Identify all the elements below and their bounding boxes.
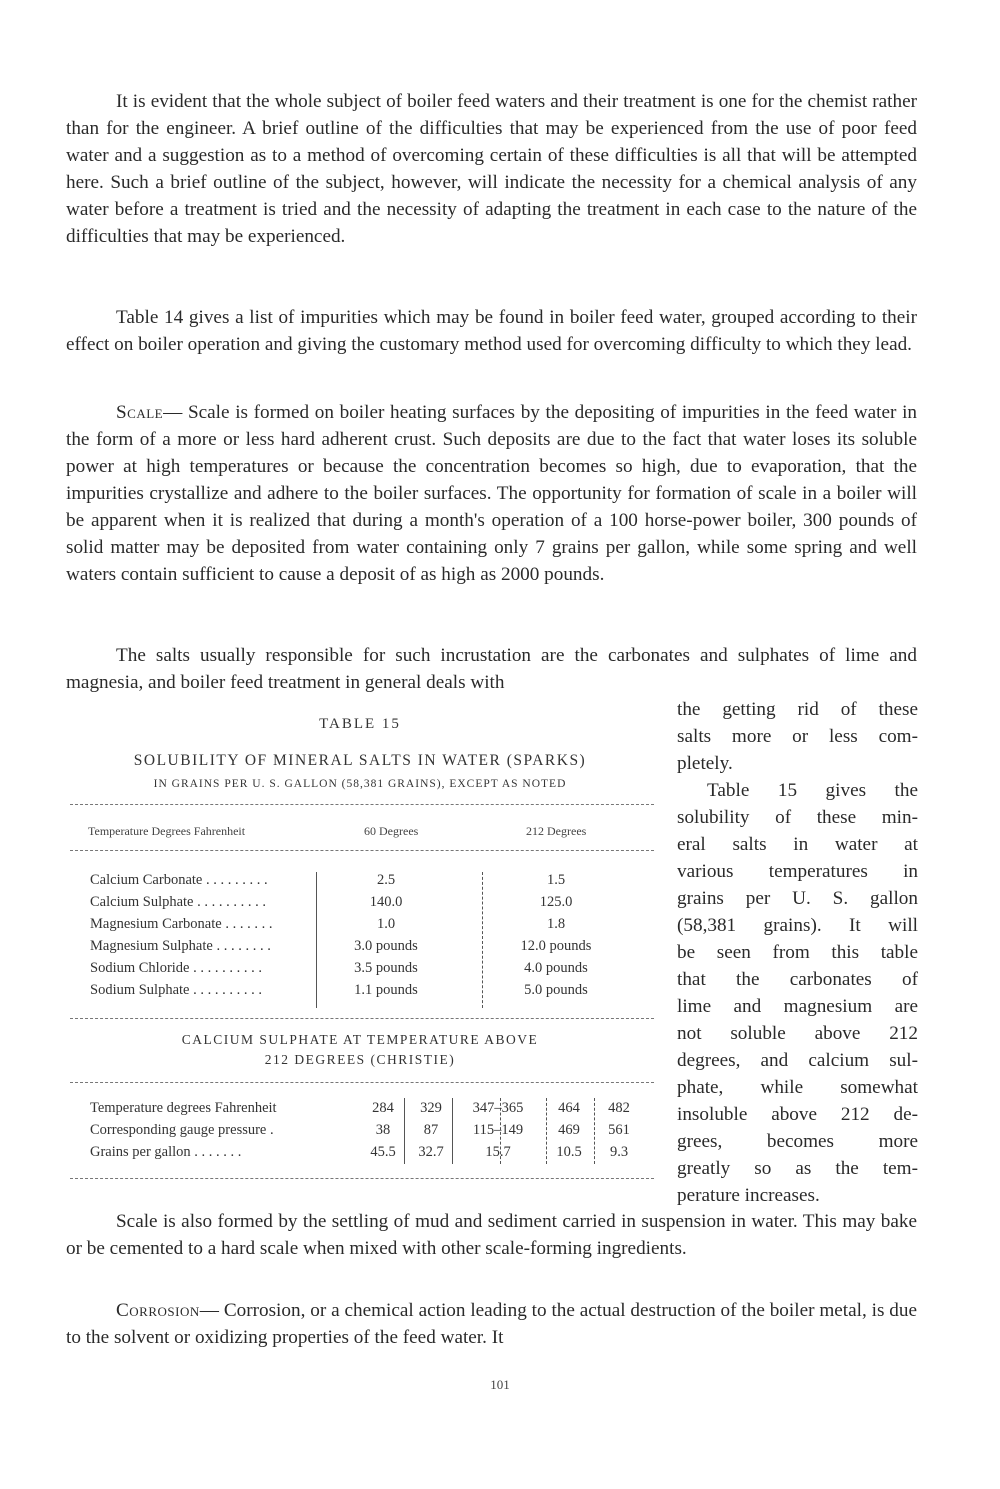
calcium-sulphate-row xyxy=(66,1144,654,1166)
row-name: Temperature degrees Fahrenheit xyxy=(90,1100,277,1116)
value-60: 3.5 pounds xyxy=(354,960,418,976)
cell: 329 xyxy=(420,1100,442,1116)
value-60: 140.0 xyxy=(369,894,403,910)
side-line: phate, while somewhat xyxy=(677,1077,918,1098)
table-rule xyxy=(70,804,654,805)
value-60: 1.1 pounds xyxy=(354,982,418,998)
table-row xyxy=(66,916,654,938)
cell: 561 xyxy=(608,1122,630,1138)
cell: 10.5 xyxy=(556,1144,582,1160)
cell: 38 xyxy=(375,1122,391,1138)
calcium-sulphate-row xyxy=(66,1122,654,1144)
side-line: grains per U. S. gallon xyxy=(677,888,918,909)
cell: 15.7 xyxy=(485,1144,511,1160)
value-212: 1.8 xyxy=(546,916,566,932)
row-name: Calcium Carbonate . . . . . . . . . xyxy=(90,872,268,888)
side-line: (58,381 grains). It will xyxy=(677,915,918,936)
paragraph-scale xyxy=(66,399,917,588)
header-212-degrees: 212 Degrees xyxy=(526,824,587,838)
cell: 469 xyxy=(558,1122,580,1138)
value-60: 1.0 xyxy=(376,916,396,932)
scale-heading: Scale xyxy=(116,402,164,423)
side-line: insoluble above 212 de- xyxy=(677,1104,918,1125)
side-line: solubility of these min- xyxy=(677,807,918,828)
side-line: salts more or less com- xyxy=(677,726,918,747)
side-line: Table 15 gives the xyxy=(707,780,918,801)
paragraph-table14-reference: Table 14 gives a list of impurities which may be found in boiler feed water, grouped according to their effect on boiler operation and giving the customary method used for overcoming difficulty to which they lead. xyxy=(66,307,917,355)
paragraph-salts: The salts usually responsible for such incrustation are the carbonates and sulphates of lime and magnesia, and boiler feed treatment in general deals with xyxy=(66,645,917,693)
row-name: Corresponding gauge pressure . xyxy=(90,1122,274,1138)
cell: 464 xyxy=(558,1100,580,1116)
scale-text: — Scale is formed on boiler heating surfaces by the depositing of impurities in the feed water in the form of a more or less hard adherent crust. Such deposits are due to the fact that water loses its soluble power at high temperatures or because the concentration becomes so high, due to evaporation, that the impurities crystallize and adhere to the boiler surfaces. The opportunity for formation of scale in a boiler will be apparent when it is realized that during a month's operation of a 100 horse-power boiler, 300 pounds of solid matter may be deposited from water containing only 7 grains per gallon, while some spring and well waters contain sufficient to cause a deposit of as high as 2000 pounds. xyxy=(66,402,917,585)
side-text-table15 xyxy=(677,777,918,1209)
side-line: various temperatures in xyxy=(677,861,918,882)
subtitle-line: 212 DEGREES (CHRISTIE) xyxy=(264,1052,456,1067)
row-name: Sodium Sulphate . . . . . . . . . . xyxy=(90,982,262,998)
value-212: 12.0 pounds xyxy=(520,938,592,954)
table-row xyxy=(66,960,654,982)
side-line: the getting rid of these xyxy=(677,699,918,720)
side-line: grees, becomes more xyxy=(677,1131,918,1152)
table-row xyxy=(66,982,654,1004)
side-line: pletely. xyxy=(677,753,733,774)
side-text-top xyxy=(677,696,918,777)
calcium-sulphate-subtitle xyxy=(66,1030,654,1070)
table-rule xyxy=(70,850,654,851)
paragraph-intro: It is evident that the whole subject of boiler feed waters and their treatment is one for the chemist rather than for the engineer. A brief outline of the difficulties that may be experienced from the use of poor feed water and a suggestion as to a method of overcoming certain of these difficulties is all that will be attempted here. Such a brief outline of the subject, however, will indicate the necessity for a chemical analysis of any water before a treatment is tried and the necessity of adapting the treatment in each case to the nature of the difficulties that may be experienced. xyxy=(66,91,917,247)
value-212: 125.0 xyxy=(539,894,573,910)
table-label: TABLE 15 xyxy=(319,716,401,732)
row-name: Grains per gallon . . . . . . . xyxy=(90,1144,242,1160)
cell: 87 xyxy=(423,1122,439,1138)
page-number: 101 xyxy=(490,1377,510,1392)
table-row xyxy=(66,894,654,916)
value-212: 5.0 pounds xyxy=(524,982,588,998)
side-line: not soluble above 212 xyxy=(677,1023,918,1044)
side-line: eral salts in water at xyxy=(677,834,918,855)
table-title: SOLUBILITY OF MINERAL SALTS IN WATER (SPARKS) xyxy=(133,752,587,769)
cell: 347–365 xyxy=(472,1100,524,1116)
value-212: 4.0 pounds xyxy=(524,960,588,976)
value-60: 3.0 pounds xyxy=(354,938,418,954)
value-212: 1.5 xyxy=(546,872,566,888)
row-name: Calcium Sulphate . . . . . . . . . . xyxy=(90,894,266,910)
calcium-sulphate-row xyxy=(66,1100,654,1122)
cell: 45.5 xyxy=(370,1144,396,1160)
table-rule xyxy=(70,1082,654,1083)
table-row xyxy=(66,872,654,894)
side-line: degrees, and calcium sul- xyxy=(677,1050,918,1071)
subtitle-line: CALCIUM SULPHATE AT TEMPERATURE ABOVE xyxy=(181,1032,539,1047)
row-name: Magnesium Sulphate . . . . . . . . xyxy=(90,938,271,954)
table-rule xyxy=(70,1178,654,1179)
paragraph-corrosion xyxy=(66,1297,917,1351)
table-row xyxy=(66,938,654,960)
corrosion-text: — Corrosion, or a chemical action leading to the actual destruction of the boiler metal, is due to the solvent or oxidizing properties of the feed water. It xyxy=(66,1300,917,1348)
cell: 284 xyxy=(372,1100,394,1116)
value-60: 2.5 xyxy=(376,872,396,888)
table-subtitle: IN GRAINS PER U. S. GALLON (58,381 GRAINS), EXCEPT AS NOTED xyxy=(153,778,567,790)
side-line: that the carbonates of xyxy=(677,969,918,990)
corrosion-heading: Corrosion xyxy=(116,1300,200,1321)
paragraph-mud-scale: Scale is also formed by the settling of mud and sediment carried in suspension in water. This may bake or be cemented to a hard scale when mixed with other scale-forming ingredients. xyxy=(66,1211,917,1259)
side-line: greatly so as the tem- xyxy=(677,1158,918,1179)
side-line: be seen from this table xyxy=(677,942,918,963)
table-rule xyxy=(70,1018,654,1019)
row-name: Sodium Chloride . . . . . . . . . . xyxy=(90,960,262,976)
cell: 9.3 xyxy=(609,1144,629,1160)
cell: 32.7 xyxy=(418,1144,444,1160)
header-temperature: Temperature Degrees Fahrenheit xyxy=(88,824,246,838)
row-name: Magnesium Carbonate . . . . . . . xyxy=(90,916,273,932)
side-line: lime and magnesium are xyxy=(677,996,918,1017)
header-60-degrees: 60 Degrees xyxy=(364,824,419,838)
side-line: perature increases. xyxy=(677,1185,820,1206)
cell: 482 xyxy=(608,1100,630,1116)
cell: 115–149 xyxy=(472,1122,524,1138)
